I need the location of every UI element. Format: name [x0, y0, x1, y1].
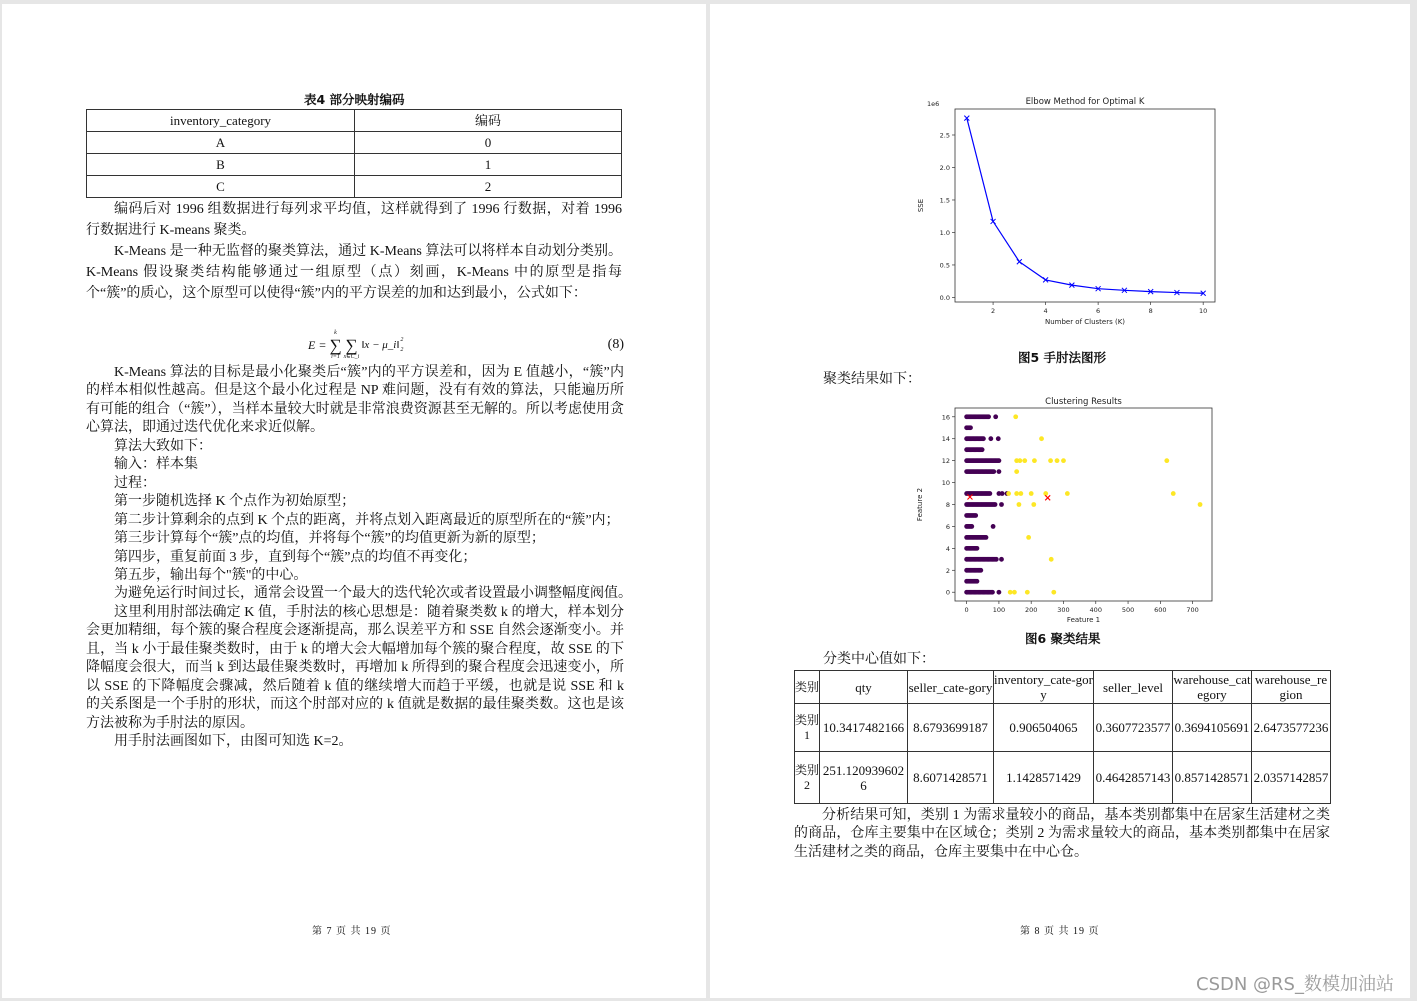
table-cell: 8.6793699187 [908, 704, 994, 752]
cluster2-point [1014, 469, 1019, 474]
cluster2-point [1006, 491, 1011, 496]
y-tick-label: 0.5 [939, 261, 950, 270]
cluster1-point [984, 535, 989, 540]
table-cell: 0.3694105691 [1173, 704, 1252, 752]
table-cell: 251.1209396026 [820, 752, 908, 804]
fig6-caption: 图6 聚类结果 [1025, 631, 1101, 646]
x-tick-label: 600 [1154, 606, 1167, 614]
cluster1-point [996, 436, 1001, 441]
y-tick-label: 1.5 [939, 196, 950, 205]
x-tick-label: 200 [1024, 606, 1038, 614]
table-cell: 10.3417482166 [820, 704, 908, 752]
table4-caption: 表4 部分映射编码 [304, 92, 405, 107]
paragraph: 用手肘法画图如下，由图可知选 K=2。 [114, 734, 353, 750]
paragraph: 为避免运行时间过长，通常会设置一个最大的迭代轮次或者设置最小调整幅度阀值。 [114, 586, 632, 602]
cluster2-point [1022, 458, 1027, 463]
eq-script-group [400, 337, 403, 354]
clustering-chart [910, 390, 1220, 622]
y-tick-label: 2 [945, 566, 950, 575]
x-tick-label: 100 [992, 606, 1006, 614]
y-tick-label: 4 [945, 544, 950, 553]
centers-intro: 分类中心值如下： [823, 652, 935, 667]
table4-header: inventory_category [87, 110, 355, 132]
row-label-cell: 类别1 [795, 704, 820, 752]
table-row [795, 704, 1331, 752]
cluster2-point [1039, 436, 1044, 441]
cluster2-point [1013, 414, 1018, 419]
cluster1-point [968, 425, 973, 430]
cluster1-point [975, 579, 980, 584]
cluster2-point [1026, 535, 1031, 540]
cluster2-point [1032, 458, 1037, 463]
cluster2-point [1012, 590, 1017, 595]
cluster1-point [987, 491, 992, 496]
cluster-intro: 聚类结果如下： [823, 372, 921, 387]
eq-sup: 2 [400, 336, 404, 343]
cluster1-point [997, 590, 1002, 595]
x-tick-label: 0 [964, 606, 969, 614]
paragraph: 第二步计算剩余的点到 K 个点的距离，并将点划入距离最近的原型所在的“簇”内； [114, 512, 620, 528]
conclusion-text [794, 807, 1330, 862]
cluster2-point [1014, 491, 1019, 496]
elbow-chart [910, 90, 1220, 326]
table4-cell: 2 [355, 176, 622, 198]
y-tick-label: 6 [945, 522, 950, 531]
intro-text [86, 199, 622, 304]
x-tick-label: 8 [1148, 307, 1153, 315]
data-point-marker [1017, 259, 1022, 264]
table-header-cell: seller_level [1094, 671, 1173, 704]
cluster2-point [1055, 458, 1060, 463]
eq-sub: 2 [400, 346, 404, 353]
table-cell: 1.1428571429 [994, 752, 1094, 804]
table-row [795, 752, 1331, 804]
paragraph: 第一步随机选择 K 个点作为初始原型； [114, 494, 356, 510]
cluster2-point [1061, 458, 1066, 463]
cluster1-point [999, 557, 1004, 562]
equation-8 [308, 326, 624, 364]
cluster2-point [1029, 491, 1034, 496]
cluster1-point [993, 502, 998, 507]
x-axis-label: Number of Clusters (K) [1044, 318, 1126, 326]
y-tick-label: 10 [941, 479, 950, 488]
page-7 [2, 4, 706, 998]
paragraph: K-Means 算法的目标是最小化聚类后“簇”内的平方误差和，因为 E 值越小，“簇”内的样本相似性越高。但是这个最小化过程是 NP 难问题，没有有效的算法，只能遍历所有可能的组合（“簇”），当样本量较大时就是非常浪费资源甚至无解的。所以考虑使用贪心算法，即通过迭代优化来求近似解。 [86, 365, 624, 436]
page-footer: 第 7 页 共 19 页 [312, 926, 392, 937]
paragraph: 算法大致如下： [114, 438, 212, 454]
sse-line [967, 118, 1203, 293]
cluster1-point [973, 513, 978, 518]
y-axis-label: Feature 2 [916, 487, 924, 522]
row-label-cell: 类别2 [795, 752, 820, 804]
cluster1-point [975, 546, 980, 551]
cluster1-point [978, 568, 983, 573]
table-cell: 0.3607723577 [1094, 704, 1173, 752]
y-tick-label: 12 [941, 457, 950, 466]
table-cell: 0.906504065 [994, 704, 1094, 752]
cluster2-point [1065, 491, 1070, 496]
eq-sum-bottom: x∈C_i [343, 353, 360, 360]
cluster2-point [1018, 491, 1023, 496]
y-tick-label: 2.0 [939, 163, 950, 172]
table4-cell: C [87, 176, 355, 198]
table-header-cell: seller_cate-gory [908, 671, 994, 704]
table4-header: 编码 [355, 110, 622, 132]
cluster1-point [986, 414, 991, 419]
paragraph: K-Means 是一种无监督的聚类算法，通过 K-Means 算法可以将样本自动划分类别。K-Means 假设聚类结构能够通过一组原型（点）刻画，K-Means 中的原型是指每个“簇”的质心，这个原型可以使得“簇”内的平方误差的加和达到最小，公式如下： [86, 244, 622, 301]
cluster1-point [969, 524, 974, 529]
cluster2-point [1164, 458, 1169, 463]
x-tick-label: 300 [1057, 606, 1070, 614]
cluster1-point [988, 436, 993, 441]
offset-label: 1e6 [927, 100, 940, 108]
cluster2-point [1048, 458, 1053, 463]
watermark: CSDN @RS_数模加油站 [1196, 974, 1394, 995]
table-header-cell: warehouse_category [1173, 672, 1251, 702]
cluster2-point [1198, 502, 1203, 507]
y-tick-label: 8 [945, 501, 950, 509]
table4-cell: A [87, 132, 355, 154]
y-axis-label: SSE [917, 198, 925, 213]
x-tick-label: 700 [1186, 606, 1199, 614]
paragraph: 过程： [114, 475, 156, 491]
y-tick-label: 16 [941, 413, 950, 422]
paragraph: 第三步计算每个“簇”点的均值，并将每个“簇”的均值更新为新的原型； [114, 531, 545, 547]
cluster2-point [1008, 590, 1013, 595]
table-cell: 0.4642857143 [1094, 752, 1173, 804]
cluster2-point [1017, 458, 1022, 463]
table-cell: 8.6071428571 [908, 752, 994, 804]
table4-cell: 1 [355, 154, 622, 176]
cluster1-point [999, 502, 1004, 507]
x-tick-label: 4 [1043, 307, 1048, 315]
paragraph: 这里利用肘部法确定 K 值，手肘法的核心思想是：随着聚类数 k 的增大，样本划分会更加精细，每个簇的聚合程度会逐渐提高，那么误差平方和 SSE 自然会逐渐变小。并且，当 k 小于最佳聚类数时，由于 k 的增大会大幅增加每个簇的聚合程度，故 SSE 的下降幅度会很大，而当 k 到达最佳聚类数时，再增加 k 所得到的聚合程度会迅速变小，所以 SSE 的下降幅度会骤减，然后随着 k 值的继续增大而趋于平缓，也就是说 SSE 和 k 的关系图是一个手肘的形状，而这个肘部对应的 k 值就是数据的最佳聚类数。这也是该方法被称为手肘法的原因。 [86, 604, 624, 731]
page-footer: 第 8 页 共 19 页 [1020, 926, 1100, 937]
table-cell: 2.0357142857 [1252, 752, 1331, 804]
paragraph: 分析结果可知，类别 1 为需求量较小的商品，基本类别都集中在居家生活建材之类的商品，仓库主要集中在区域仓；类别 2 为需求量较大的商品，基本类别都集中在居家生活建材之类的商品，仓库主要集中在中心仓。 [794, 808, 1330, 860]
paragraph: 编码后对 1996 组数据进行每列求平均值，这样就得到了 1996 行数据，对着 1996 行数据进行 K-means 聚类。 [86, 202, 622, 238]
cluster2-point [1051, 590, 1056, 595]
table-header-row [795, 671, 1331, 704]
table4 [86, 109, 622, 198]
table-header-cell: 类别 [795, 671, 820, 704]
y-tick-label: 0.0 [939, 293, 950, 302]
x-tick-label: 500 [1121, 606, 1135, 614]
cluster1-point [997, 469, 1002, 474]
cluster1-point [1000, 491, 1005, 496]
y-tick-label: 1.0 [939, 228, 950, 237]
paragraph: 第四步，重复前面 3 步，直到每个“簇”点的均值不再变化； [114, 549, 477, 565]
cluster1-point [994, 557, 999, 562]
y-tick-label: 2.5 [939, 131, 950, 140]
x-axis-label: Feature 1 [1066, 616, 1101, 622]
eq-body: ‖x − μ_i‖ [361, 339, 400, 351]
chart-title: Clustering Results [1045, 397, 1122, 407]
eq-sum-bottom: i=1 [331, 353, 340, 360]
table-cell: 2.6473577236 [1252, 704, 1331, 752]
cluster2-point [1017, 502, 1022, 507]
eq-lhs: E = [308, 337, 327, 352]
eq-sum-group [329, 330, 341, 361]
paragraph: 输入：样本集 [114, 457, 198, 473]
cluster1-point [991, 469, 996, 474]
x-tick-label: 6 [1096, 307, 1101, 315]
page-8 [710, 4, 1410, 998]
x-tick-label: 10 [1199, 307, 1208, 315]
paragraph: 第五步，输出每个"簇"的中心。 [114, 567, 308, 583]
fig5-caption: 图5 手肘法图形 [1018, 350, 1107, 365]
x-tick-label: 400 [1089, 606, 1102, 614]
table-header-cell: qty [820, 671, 908, 704]
table-cell: 0.8571428571 [1173, 752, 1252, 804]
body-text [86, 364, 632, 752]
cluster1-point [997, 458, 1002, 463]
table-header-cell: inventory_cate-gory [994, 672, 1093, 702]
cluster1-point [980, 447, 985, 452]
cluster1-point [990, 590, 995, 595]
plot-frame [955, 109, 1215, 302]
y-tick-label: 0 [945, 588, 950, 597]
table4-cell: 0 [355, 132, 622, 154]
eq-sum-group [344, 330, 360, 361]
cluster1-point [993, 414, 998, 419]
x-tick-label: 2 [991, 307, 996, 315]
centroid-marker [1045, 495, 1050, 500]
centers-table [794, 670, 1331, 804]
cluster2-point [1025, 590, 1030, 595]
y-tick-label: 14 [941, 435, 950, 444]
cluster2-point [1031, 502, 1036, 507]
eq-number: (8) [607, 337, 624, 352]
cluster2-point [1171, 491, 1176, 496]
chart-title: Elbow Method for Optimal K [1025, 97, 1145, 107]
eq-sum: ∑ [345, 335, 358, 355]
eq-sum-top: k [334, 329, 337, 336]
cluster2-point [1049, 557, 1054, 562]
cluster1-point [991, 524, 996, 529]
table4-cell: B [87, 154, 355, 176]
eq-sum: ∑ [329, 335, 342, 355]
table-header-cell: warehouse_region [1252, 671, 1331, 704]
cluster1-point [981, 436, 986, 441]
